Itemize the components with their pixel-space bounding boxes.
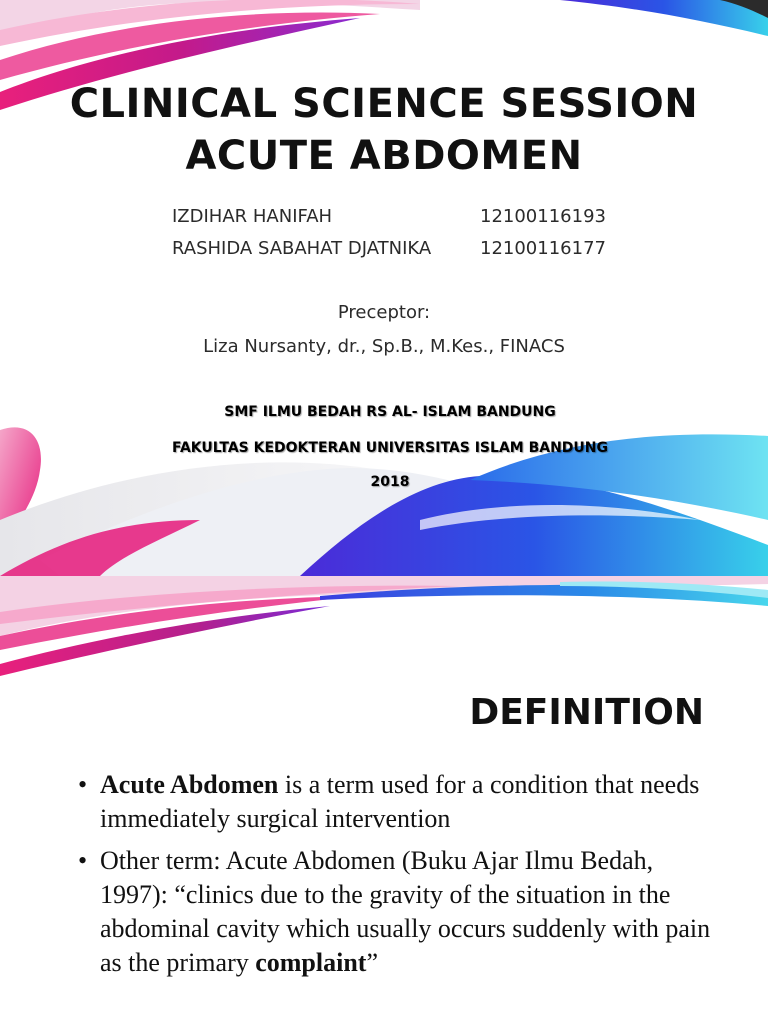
- preceptor-name: Liza Nursanty, dr., Sp.B., M.Kes., FINACS: [203, 336, 565, 357]
- defined-term: Acute Abdomen: [100, 770, 279, 799]
- definition-bullet-list: [78, 768, 718, 988]
- blue-swoosh-top: [560, 0, 768, 36]
- presentation-year: 2018: [370, 474, 410, 490]
- definition-text-end: ”: [366, 948, 379, 977]
- definition-text: is a term used for a condition that needs immediately surgical intervention: [100, 770, 700, 833]
- author-student-id: 12100116177: [480, 237, 606, 259]
- bullet-icon: •: [78, 770, 88, 799]
- author-student-id: 12100116193: [480, 205, 606, 227]
- institution-department: SMF ILMU BEDAH RS AL- ISLAM BANDUNG: [224, 404, 556, 420]
- authors-list: [172, 200, 606, 264]
- institution-faculty: FAKULTAS KEDOKTERAN UNIVERSITAS ISLAM BANDUNG: [171, 440, 609, 456]
- slide-heading: DEFINITION: [469, 692, 704, 733]
- list-item: [78, 768, 718, 836]
- author-name: RASHIDA SABAHAT DJATNIKA: [172, 237, 432, 259]
- presentation-title-line-1: CLINICAL SCIENCE SESSION: [69, 81, 699, 127]
- author-name: IZDIHAR HANIFAH: [172, 205, 333, 227]
- bullet-icon: •: [78, 846, 88, 875]
- definition-text: Other term: Acute Abdomen (Buku Ajar Ilmu Bedah, 1997): “clinics due to the gravity of the situation in the abdominal cavity which usually occurs suddenly with pain as the primary: [100, 846, 711, 977]
- preceptor-label: Preceptor:: [337, 302, 431, 323]
- presentation-title-line-2: ACUTE ABDOMEN: [185, 133, 583, 179]
- author-row: [172, 200, 606, 232]
- definition-slide: [0, 576, 768, 1024]
- list-item: [78, 844, 718, 980]
- author-row: [172, 232, 606, 264]
- definition-text-bold: complaint: [255, 948, 367, 977]
